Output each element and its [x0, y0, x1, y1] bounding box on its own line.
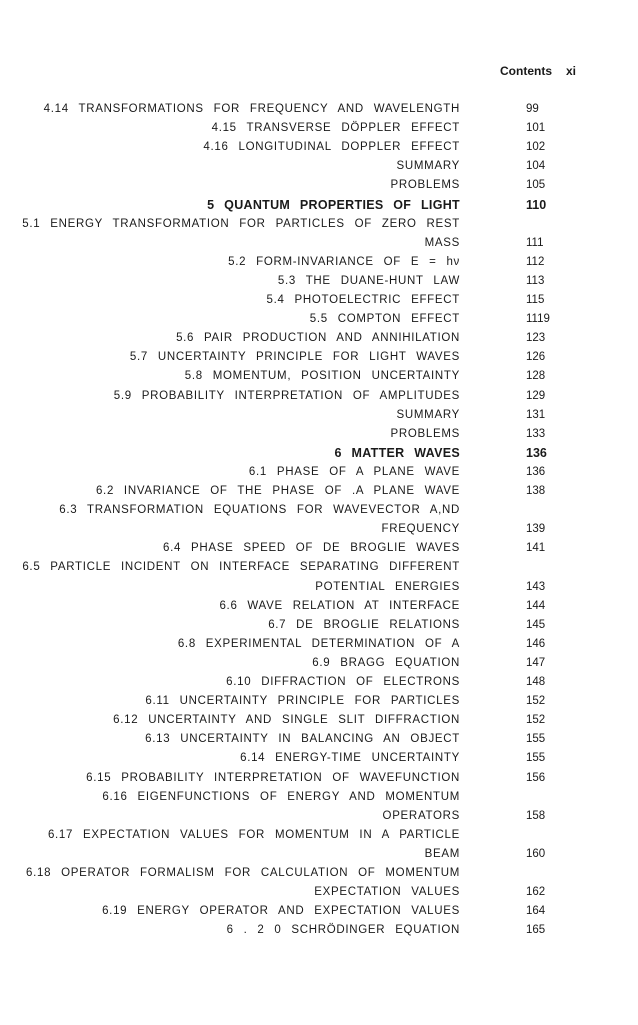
toc-entry-title: OPERATORS	[382, 809, 460, 822]
toc-entry-page-number: 162	[526, 886, 546, 899]
toc-entry-page-number: 143	[526, 580, 546, 593]
toc-entry-title: 6.15 PROBABILITY INTERPRETATION OF WAVEFUNCTION	[86, 771, 460, 784]
toc-entry-title: 6.18 OPERATOR FORMALISM FOR CALCULATION OF MOMENTUM	[26, 867, 460, 879]
toc-entry-page-number: 102	[526, 141, 546, 154]
toc-entry-page-number: 145	[526, 618, 546, 631]
toc-entry	[22, 558, 592, 577]
toc-entry-title: 6.16 EIGENFUNCTIONS OF ENERGY AND MOMENTUM	[102, 790, 460, 803]
toc-entry-title: FREQUENCY	[381, 523, 460, 536]
running-header-page-number: xi	[566, 64, 577, 78]
toc-entry-page-number: 156	[526, 771, 546, 784]
toc-entry-title: PROBLEMS	[390, 427, 460, 440]
toc-entry	[40, 367, 592, 386]
toc-entry	[40, 730, 592, 749]
toc-entry-page-number: 133	[526, 427, 546, 440]
toc-entry-page-number: 152	[526, 695, 546, 708]
toc-entry	[40, 673, 592, 692]
toc-entry	[40, 597, 592, 616]
toc-entry-title: 6.4 PHASE SPEED OF DE BROGLIE WAVES	[163, 542, 460, 555]
toc-entry-page-number: 110	[526, 197, 547, 212]
toc-entry	[40, 788, 592, 807]
toc-entry	[40, 348, 592, 367]
toc-entry-page-number: 129	[526, 389, 546, 402]
toc-entry	[40, 157, 592, 176]
toc-entry-title: 6.10 DIFFRACTION OF ELECTRONS	[226, 676, 460, 688]
toc-entry-page-number: 111	[526, 236, 544, 249]
toc-entry	[40, 100, 592, 119]
toc-entry-page-number: 158	[526, 809, 546, 822]
toc-entry-title: 5.9 PROBABILITY INTERPRETATION OF AMPLITUDES	[113, 389, 460, 402]
toc-entry-title: 6.3 TRANSFORMATION EQUATIONS FOR WAVEVECTOR A,ND	[59, 504, 460, 517]
toc-entry-page-number: 128	[526, 370, 546, 383]
toc-entry-page-number: 138	[526, 485, 546, 497]
toc-entry-title: 5.2 FORM-INVARIANCE OF E = hν	[228, 255, 460, 268]
toc-entry-title: 4.15 TRANSVERSE DÖPPLER EFFECT	[211, 122, 460, 135]
toc-entry-title: 6.19 ENERGY OPERATOR AND EXPECTATION VALUES	[102, 905, 460, 918]
toc-entry-title: SUMMARY	[396, 408, 460, 421]
toc-entry-page-number: 148	[526, 676, 546, 688]
toc-entry-title: 6.5 PARTICLE INCIDENT ON INTERFACE SEPARATING DIFFERENT	[22, 561, 460, 574]
toc-entry	[40, 406, 592, 425]
toc-entry	[40, 119, 592, 138]
toc-entry	[40, 711, 592, 730]
toc-entry	[40, 310, 592, 329]
toc-entry-page-number: 131	[526, 408, 546, 421]
toc-entry	[40, 578, 592, 597]
toc-entry-title: EXPECTATION VALUES	[314, 886, 460, 899]
running-header-title: Contents	[500, 64, 552, 78]
toc-chapter-entry	[40, 196, 592, 215]
toc-entry-title: 6.8 EXPERIMENTAL DETERMINATION OF A	[177, 637, 460, 650]
toc-entry-title: 6.6 WAVE RELATION AT INTERFACE	[219, 599, 460, 612]
toc-entry-title: 5.3 THE DUANE-HUNT LAW	[277, 274, 460, 287]
toc-entry	[22, 215, 592, 234]
toc-entry	[40, 520, 592, 539]
toc-entry	[40, 291, 592, 310]
toc-entry	[40, 902, 592, 921]
toc-entry	[40, 234, 592, 253]
toc-entry-title: 5.1 ENERGY TRANSFORMATION FOR PARTICLES OF ZERO REST	[22, 217, 460, 230]
toc-entry-title: 5.5 COMPTON EFFECT	[309, 313, 460, 326]
toc-entry-page-number: 101	[526, 122, 546, 135]
toc-entry-title: SUMMARY	[396, 160, 460, 173]
toc-entry	[40, 425, 592, 444]
toc-entry-page-number: 104	[526, 160, 546, 173]
toc-entry-page-number: 164	[526, 905, 546, 918]
toc-entry-page-number: 115	[526, 294, 545, 306]
toc-chapter-entry	[40, 444, 592, 463]
toc-entry	[40, 826, 592, 845]
toc-entry-title: 6 . 2 0 SCHRÖDINGER EQUATION	[226, 924, 460, 937]
toc-entry-page-number: 155	[526, 752, 546, 765]
toc-entry	[40, 329, 592, 348]
toc-entry-page-number: 99	[526, 103, 539, 115]
toc-entry-page-number: 165	[526, 924, 546, 937]
toc-entry-page-number: 147	[526, 656, 546, 669]
toc-entry-page-number: 136	[526, 465, 546, 478]
toc-entry-page-number: 139	[526, 523, 546, 536]
toc-entry-title: 5.8 MOMENTUM, POSITION UNCERTAINTY	[184, 370, 460, 383]
toc-entry-title: 6.7 DE BROGLIE RELATIONS	[268, 618, 460, 631]
toc-entry	[40, 616, 592, 635]
toc-entry	[26, 864, 592, 883]
toc-entry-title: MASS	[424, 236, 460, 249]
toc-entry-title: BEAM	[424, 847, 460, 860]
toc-entry-title: 5.7 UNCERTAINTY PRINCIPLE FOR LIGHT WAVES	[129, 351, 460, 364]
toc-entry-title: 6.1 PHASE OF A PLANE WAVE	[248, 465, 460, 478]
toc-entry	[40, 272, 592, 291]
toc-entry	[40, 845, 592, 864]
toc-entry-title: 6.14 ENERGY-TIME UNCERTAINTY	[240, 752, 460, 765]
toc-entry	[40, 463, 592, 482]
toc-entry-title: 6.12 UNCERTAINTY AND SINGLE SLIT DIFFRACTION	[113, 714, 460, 727]
toc-entry	[40, 501, 592, 520]
toc-entry	[40, 692, 592, 711]
toc-entry-page-number: 112	[526, 255, 545, 268]
toc-entry-title: 6.17 EXPECTATION VALUES FOR MOMENTUM IN A PARTICLE	[47, 828, 460, 841]
toc-entry-page-number: 160	[526, 847, 546, 860]
toc-entry-page-number: 1119	[526, 313, 550, 326]
toc-entry	[40, 482, 592, 501]
toc-entry-title: 5.4 PHOTOELECTRIC EFFECT	[266, 294, 460, 306]
toc-entry	[40, 176, 592, 195]
toc-entry-title: POTENTIAL ENERGIES	[315, 580, 460, 593]
toc-entry-page-number: 146	[526, 637, 546, 650]
toc-entry	[40, 539, 592, 558]
toc-entry-title: 5 QUANTUM PROPERTIES OF LIGHT	[207, 197, 460, 212]
toc-entry-title: PROBLEMS	[390, 179, 460, 192]
toc-entry-page-number: 144	[526, 599, 546, 612]
toc-entry-title: 4.16 LONGITUDINAL DOPPLER EFFECT	[203, 141, 460, 154]
toc-entry-page-number: 105	[526, 179, 546, 192]
toc-entry	[40, 654, 592, 673]
toc-entry	[40, 635, 592, 654]
toc-entry	[40, 387, 592, 406]
toc-entry	[40, 749, 592, 768]
toc-entry	[40, 807, 592, 826]
toc-entry-page-number: 155	[526, 733, 546, 746]
toc-entry-page-number: 123	[526, 332, 546, 345]
toc-entry-title: 4.14 TRANSFORMATIONS FOR FREQUENCY AND WAVELENGTH	[43, 103, 460, 115]
toc-entry-title: 5.6 PAIR PRODUCTION AND ANNIHILATION	[176, 332, 460, 345]
toc-entry-title: 6.13 UNCERTAINTY IN BALANCING AN OBJECT	[145, 733, 460, 746]
toc-entry-title: 6 MATTER WAVES	[334, 445, 460, 460]
toc-entry	[40, 883, 592, 902]
toc-entry	[40, 138, 592, 157]
toc-entry-page-number: 113	[526, 274, 545, 287]
toc-entry	[40, 769, 592, 788]
toc-entry-page-number: 136	[526, 445, 547, 460]
toc-entry-title: 6.9 BRAGG EQUATION	[312, 656, 460, 669]
toc-entry	[40, 253, 592, 272]
toc-entry-page-number: 152	[526, 714, 546, 727]
toc-entry-title: 6.11 UNCERTAINTY PRINCIPLE FOR PARTICLES	[145, 695, 460, 708]
toc-entry	[40, 921, 592, 940]
toc-entry-page-number: 126	[526, 351, 546, 364]
toc-entry-title: 6.2 INVARIANCE OF THE PHASE OF .A PLANE WAVE	[95, 485, 460, 497]
toc-entry-page-number: 141	[526, 542, 546, 555]
